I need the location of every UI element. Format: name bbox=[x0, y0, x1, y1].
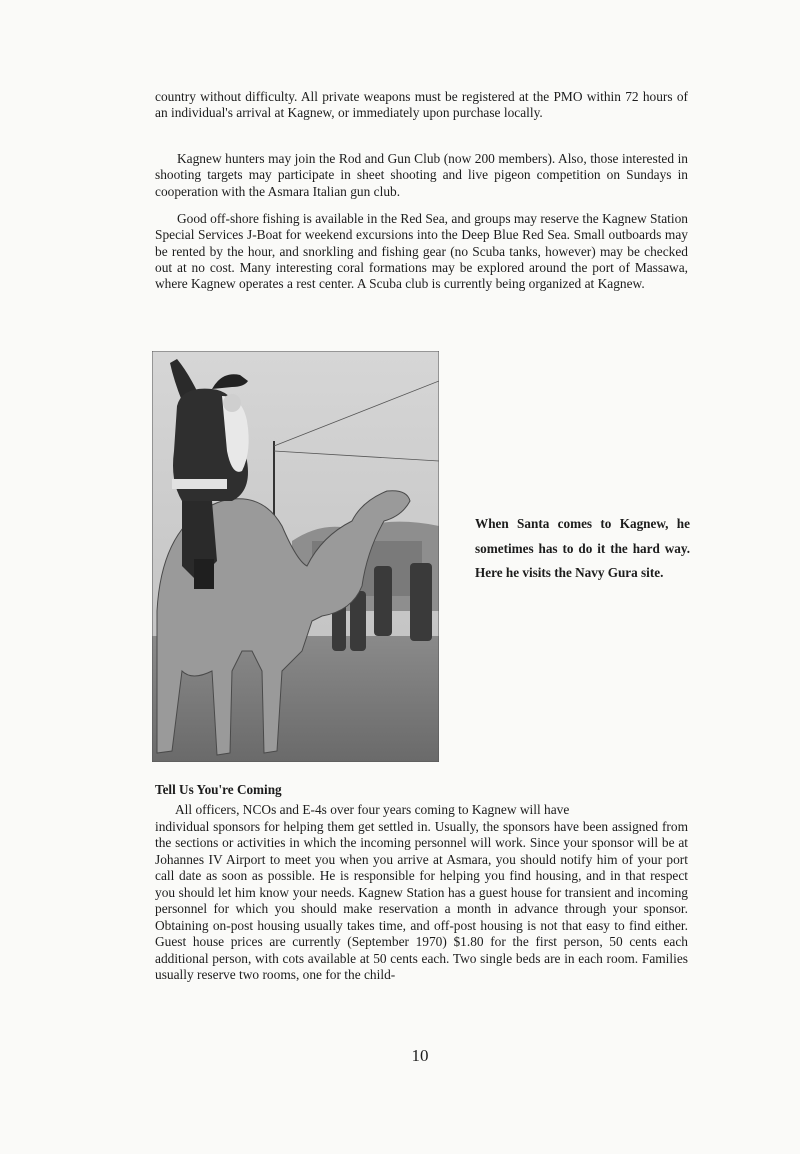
paragraph-sponsors-body: individual sponsors for helping them get settled in. Usually, the sponsors have been assigned from the sections or activities in which the incoming personnel will work. Since your sponsor will be at Johannes IV Airport to meet you when you arrive at Asmara, you should notify him of your port call date as soon as possible. He is responsible for helping you find housing, and in that respect you should let him know your needs. Kagnew Station has a guest house for transient and incoming personnel for which you should make reservation a month in advance through your sponsor. Obtaining on-post housing usually takes time, and off-post housing is not that easy to find either. Guest house prices are currently (September 1970) $1.80 for the first person, 50 cents each additional person, with cots available at 50 cents each. Two single beds are in each room. Families usually reserve two rooms, one for the child- bbox=[155, 818, 688, 982]
paragraph-sponsors bbox=[155, 802, 688, 984]
paragraph-hunting: Kagnew hunters may join the Rod and Gun Club (now 200 members). Also, those interested in shooting targets may participate in sheet shooting and live pigeon competition on Sundays in cooperation with the Asmara Italian gun club. bbox=[155, 151, 688, 199]
paragraph-fishing: Good off-shore fishing is available in the Red Sea, and groups may reserve the Kagnew Station Special Services J-Boat for weekend excursions into the Deep Blue Red Sea. Small outboards may be rented by the hour, and snorkling and fishing gear (no Scuba tanks, however) may be checked out at no cost. Many interesting coral formations may be explored around the port of Massawa, where Kagnew operates a rest center. A Scuba club is currently being organized at Kagnew. bbox=[155, 211, 688, 292]
section-heading: Tell Us You're Coming bbox=[155, 782, 282, 797]
santa-on-camel-photo bbox=[152, 351, 439, 762]
page-number: 10 bbox=[411, 1046, 429, 1065]
photo-caption: When Santa comes to Kagnew, he sometimes has to do it the hard way. Here he visits the Navy Gura site. bbox=[475, 516, 690, 580]
paragraph-weapons: country without difficulty. All private weapons must be registered at the PMO within 72 hours of an individual's arrival at Kagnew, or immediately upon purchase locally. bbox=[155, 89, 688, 121]
paragraph-sponsors-first-line: All officers, NCOs and E-4s over four years coming to Kagnew will have bbox=[175, 802, 570, 817]
